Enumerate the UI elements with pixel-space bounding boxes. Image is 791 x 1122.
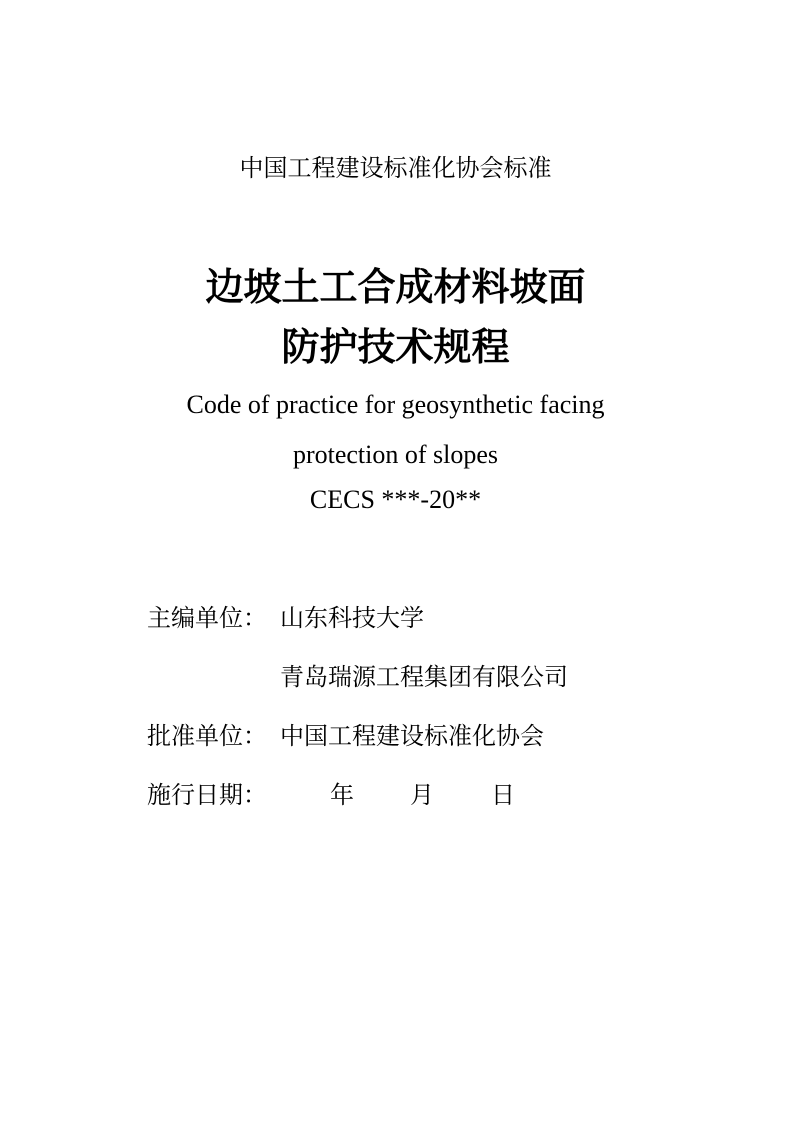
effective-date-label: 施行日期： [147,781,267,809]
standard-code: CECS ***-20** [309,485,482,514]
title-chinese-line-2: 防护技术规程 [281,325,510,369]
approver-name: 中国工程建设标准化协会 [280,722,544,750]
chief-editor-1: 山东科技大学 [280,604,424,632]
chief-editor-2: 青岛瑞源工程集团有限公司 [280,663,568,691]
date-day-label: 日 [491,781,515,809]
date-month-label: 月 [410,781,434,809]
date-year-label: 年 [330,781,354,809]
chief-editor-label: 主编单位： [147,604,267,632]
title-english-line-1: Code of practice for geosynthetic facing [186,390,605,419]
standard-issuer-heading: 中国工程建设标准化协会标准 [239,154,552,182]
title-english-line-2: protection of slopes [292,440,499,469]
approver-label: 批准单位： [147,722,267,750]
title-chinese-line-1: 边坡土工合成材料坡面 [205,265,586,309]
